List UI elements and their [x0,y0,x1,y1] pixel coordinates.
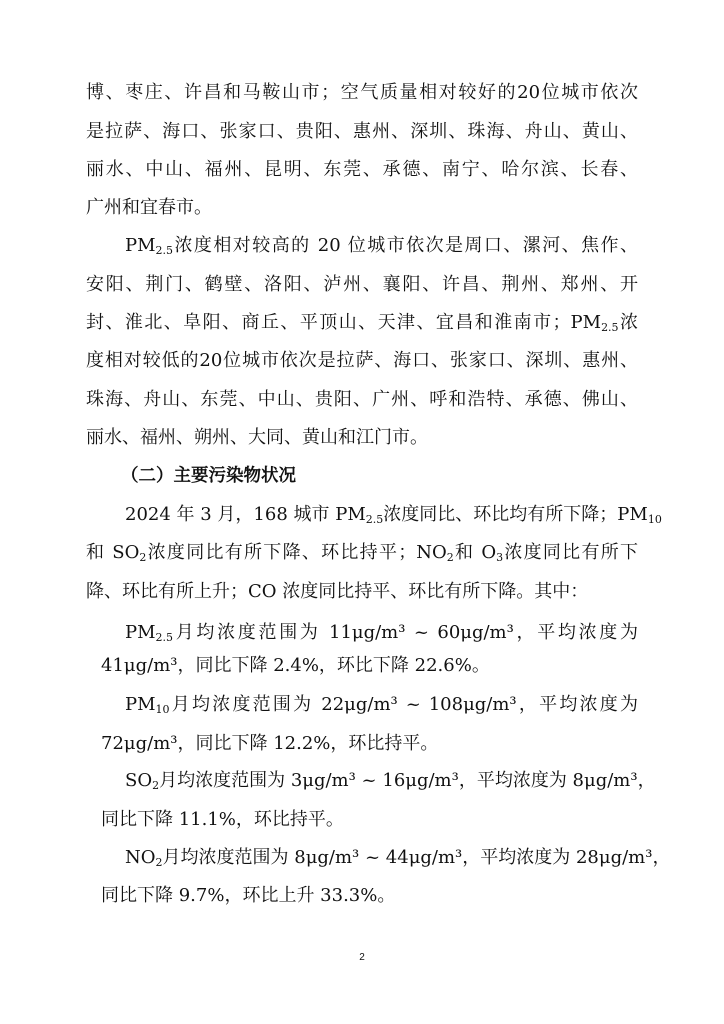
pollutant-name: PM [570,312,602,333]
pollutant-name: NO [416,542,447,563]
text-line: 丽水、中山、福州、昆明、东莞、承德、南宁、哈尔滨、长春、 [86,159,638,180]
text-span: 浓度同比有所下 [503,542,639,563]
text-line: 度相对较低的20位城市依次是拉萨、海口、张家口、深圳、惠州、 [86,350,638,371]
text-span: 和 [86,542,113,563]
pollutant-name: PM [125,694,156,715]
text-line [125,620,638,646]
pollutant-subscript: 10 [647,513,662,526]
pollutant-subscript: 2.5 [365,513,384,526]
section-heading: （二）主要污染物状况 [121,466,296,486]
pollutant-name: SO [125,770,153,791]
pollutant-name: O [481,542,497,563]
pollutant-subscript: 2.5 [155,631,174,644]
text-line: 珠海、舟山、东莞、中山、贵阳、广州、呼和浩特、承德、佛山、 [86,389,638,410]
text-span: 浓 [618,312,639,333]
text-span: 月均浓度范围为 11μg/m³ ~ 60μg/m³，平均浓度为 [173,622,638,643]
text-line: 41μg/m³，同比下降 2.4%，环比下降 22.6%。 [101,655,490,676]
text-span: 2024 年 3 月，168 城市 [125,504,336,525]
pollutant-name: PM [125,235,156,256]
page-number: 2 [359,952,365,963]
text-line [86,310,638,336]
text-line: 72μg/m³，同比下降 12.2%，环比持平。 [101,733,439,754]
text-span: 浓度相对较高的 20 位城市依次是周口、漯河、焦作、 [173,235,638,256]
text-line: 是拉萨、海口、张家口、贵阳、惠州、深圳、珠海、舟山、黄山、 [86,121,638,142]
text-span: 浓度同比有所下降、环比持平； [146,542,417,563]
text-line [125,768,656,794]
text-line [125,502,662,528]
text-span: 月均浓度范围为 8μg/m³ ~ 44μg/m³，平均浓度为 28μg/m³， [162,847,671,868]
pollutant-subscript: 2.5 [601,321,619,334]
text-span: 封、淮北、阜阳、商丘、平顶山、天津、宜昌和淮南市； [86,312,571,333]
pollutant-subscript: 3 [496,551,504,564]
pollutant-subscript: 2 [139,551,147,564]
text-line: 同比下降 11.1%，环比持平。 [101,809,344,830]
pollutant-name: PM [335,504,366,525]
text-line [125,233,638,259]
pollutant-name: PM [617,504,648,525]
text-line: 安阳、荆门、鹤壁、洛阳、泸州、襄阳、许昌、荆州、郑州、开 [86,274,638,295]
text-line: 降、环比有所上升；CO 浓度同比持平、环比有所下降。其中： [86,581,589,602]
text-line: 丽水、福州、朔州、大同、黄山和江门市。 [86,427,428,448]
pollutant-subscript: 2 [152,779,160,792]
text-line [86,540,638,566]
pollutant-subscript: 10 [155,703,170,716]
pollutant-name: PM [125,622,156,643]
pollutant-name: SO [112,542,140,563]
pollutant-name: NO [125,847,156,868]
text-span: 浓度同比、环比均有所下降； [383,504,618,525]
text-span: 和 [453,542,482,563]
text-line [125,845,671,871]
text-span: 月均浓度范围为 3μg/m³ ~ 16μg/m³，平均浓度为 8μg/m³， [159,770,656,791]
text-line: 广州和宜春市。 [86,197,212,218]
text-line: 同比下降 9.7%，环比上升 33.3%。 [101,885,396,906]
text-line [125,692,638,718]
pollutant-subscript: 2.5 [155,244,174,257]
pollutant-subscript: 2 [446,551,454,564]
pollutant-subscript: 2 [155,856,163,869]
text-span: 月均浓度范围为 22μg/m³ ~ 108μg/m³，平均浓度为 [169,694,638,715]
text-line: 博、枣庄、许昌和马鞍山市；空气质量相对较好的20位城市依次 [86,82,638,103]
